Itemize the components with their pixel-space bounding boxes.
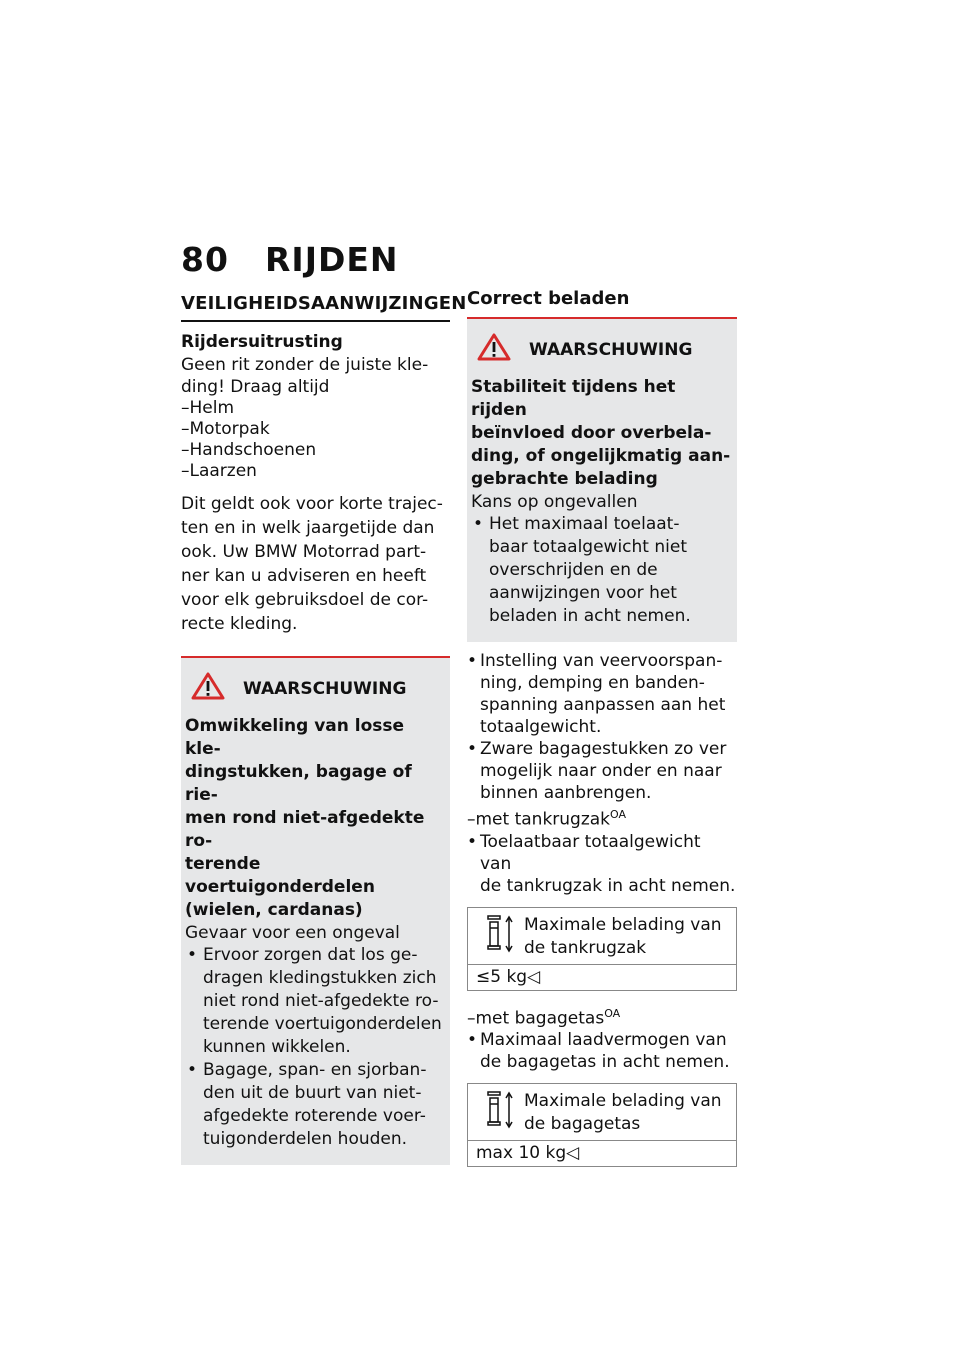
text-line: ook. Uw BMW Motorrad part- (181, 542, 427, 562)
clothing-paragraph (181, 492, 450, 636)
section-heading: Correct beladen (467, 288, 737, 319)
text-line: ding! Draag altijd (181, 377, 330, 397)
text-line: ning, demping en banden- (480, 673, 705, 693)
list-item (471, 513, 731, 628)
text-line: terende voertuigonderdelen (203, 1014, 442, 1034)
list-item: – Laarzen (181, 461, 450, 482)
text-line: tuigonderdelen houden. (203, 1129, 408, 1149)
bag-load-spec (467, 1083, 737, 1167)
text-line: Geen rit zonder de juiste kle- (181, 355, 429, 375)
warning-header (191, 672, 444, 705)
text-line: • Bagage, span- en sjorban- (203, 1060, 427, 1080)
bag-option-line: –met bagagetas$^{OA}$ (467, 1006, 621, 1029)
text-line: aanwijzingen voor het (489, 583, 677, 603)
warning-actions (185, 944, 444, 1151)
text-line: den uit de buurt van niet- (203, 1083, 422, 1103)
list-item: – Helm (181, 398, 450, 419)
text-line: de bagagetas (524, 1114, 641, 1135)
list-item (467, 738, 737, 804)
list-item: – Handschoenen (181, 440, 450, 461)
text-line: beïnvloed door overbela- (471, 423, 712, 443)
text-line: ding, of ongelijkmatig aan- (471, 446, 731, 466)
text-line: Dit geldt ook voor korte trajec- (181, 494, 443, 514)
option-code: OA (610, 808, 627, 821)
text-line: niet rond niet-afgedekte ro- (203, 991, 439, 1011)
text-line: dingstukken, bagage of rie- (185, 762, 412, 805)
text-line: binnen aanbrengen. (480, 783, 652, 803)
text-line: voor elk gebruiksdoel de cor- (181, 590, 429, 610)
text-line: beladen in acht nemen. (489, 606, 691, 626)
tank-instruction (467, 831, 737, 897)
text-line: de tankrugzak (524, 937, 647, 958)
text-line: terende voertuigonderdelen (185, 854, 375, 897)
text-line: recte kleding. (181, 614, 298, 634)
text-line: • Het maximaal toelaat- (489, 514, 680, 534)
option-label: met bagagetas (475, 1008, 605, 1029)
text-line: overschrijden en de (489, 560, 658, 580)
warning-triangle-icon (477, 333, 529, 366)
spec-header (468, 1084, 736, 1140)
warning-actions (471, 513, 731, 628)
warning-consequence: Kans op ongevallen (471, 492, 638, 512)
subsection-title: Rijdersuitrusting (181, 332, 343, 352)
text-line: ner kan u adviseren en heeft (181, 566, 427, 586)
right-column (467, 288, 737, 1167)
weight-load-icon (482, 914, 520, 960)
text-line: men rond niet-afgedekte ro- (185, 808, 425, 851)
text-line: mogelijk naar onder en naar (480, 761, 722, 781)
text-line: Stabiliteit tijdens het rijden (471, 377, 676, 420)
list-item (467, 831, 737, 897)
tank-load-spec (467, 907, 737, 991)
warning-title: WAARSCHUWING (529, 339, 693, 360)
left-column (181, 293, 467, 1165)
loading-instructions (467, 650, 737, 804)
text-line: ten en in welk jaargetijde dan (181, 518, 435, 538)
text-line: dragen kledingstukken zich (203, 968, 437, 988)
option-code: OA (604, 1006, 621, 1020)
text-line: de bagagetas in acht nemen. (480, 1052, 730, 1073)
warning-title: WAARSCHUWING (243, 678, 407, 699)
warning-hazard (185, 715, 444, 922)
weight-load-icon (482, 1090, 520, 1136)
text-line: Omwikkeling van losse kle- (185, 716, 405, 759)
text-line: afgedekte roterende voer- (203, 1106, 426, 1126)
text-line: • Instelling van veervoorspan- (480, 651, 723, 671)
spec-label (524, 914, 722, 960)
list-item (185, 1059, 444, 1151)
list-item (185, 944, 444, 1059)
spec-value: ≤5 kg◁ (468, 964, 736, 990)
warning-box (467, 319, 737, 642)
spec-label (524, 1090, 722, 1136)
intro-paragraph (181, 354, 450, 398)
text-line: Maximale belading van (524, 1091, 722, 1112)
text-line: de tankrugzak in acht nemen. (480, 875, 736, 896)
list-item (467, 650, 737, 738)
gear-list (181, 398, 450, 482)
chapter-title: RIJDEN (265, 240, 399, 279)
text-line: (wielen, cardanas) (185, 900, 363, 920)
list-item: – Motorpak (181, 419, 450, 440)
text-line: totaalgewicht. (480, 717, 602, 737)
text-line: • Ervoor zorgen dat los ge- (203, 945, 418, 965)
tank-option-line: –met tankrugzak$^{OA}$ (467, 808, 627, 830)
text-line: kunnen wikkelen. (203, 1037, 351, 1057)
text-line: gebrachte belading (471, 469, 658, 489)
warning-hazard (471, 376, 731, 491)
warning-header (477, 333, 731, 366)
text-line: spanning aanpassen aan het (480, 695, 726, 715)
text-line: Maximale belading van (524, 914, 722, 935)
text-line: • Toelaatbaar totaalgewicht van (480, 831, 701, 874)
spec-header (468, 908, 736, 964)
warning-triangle-icon (191, 672, 243, 705)
page-header (181, 240, 399, 279)
section-title: VEILIGHEIDSAANWIJZINGEN (181, 293, 450, 322)
text-line: baar totaalgewicht niet (489, 537, 687, 557)
text-line: • Maximaal laadvermogen van (480, 1030, 727, 1051)
list-item (467, 1029, 737, 1073)
warning-box (181, 656, 450, 1165)
option-label: met tankrugzak (475, 809, 611, 830)
spec-value: max 10 kg◁ (468, 1140, 736, 1166)
warning-consequence: Gevaar voor een ongeval (185, 923, 400, 943)
text-line: • Zware bagagestukken zo ver (480, 739, 727, 759)
page-number: 80 (181, 240, 229, 279)
bag-instruction (467, 1029, 737, 1073)
